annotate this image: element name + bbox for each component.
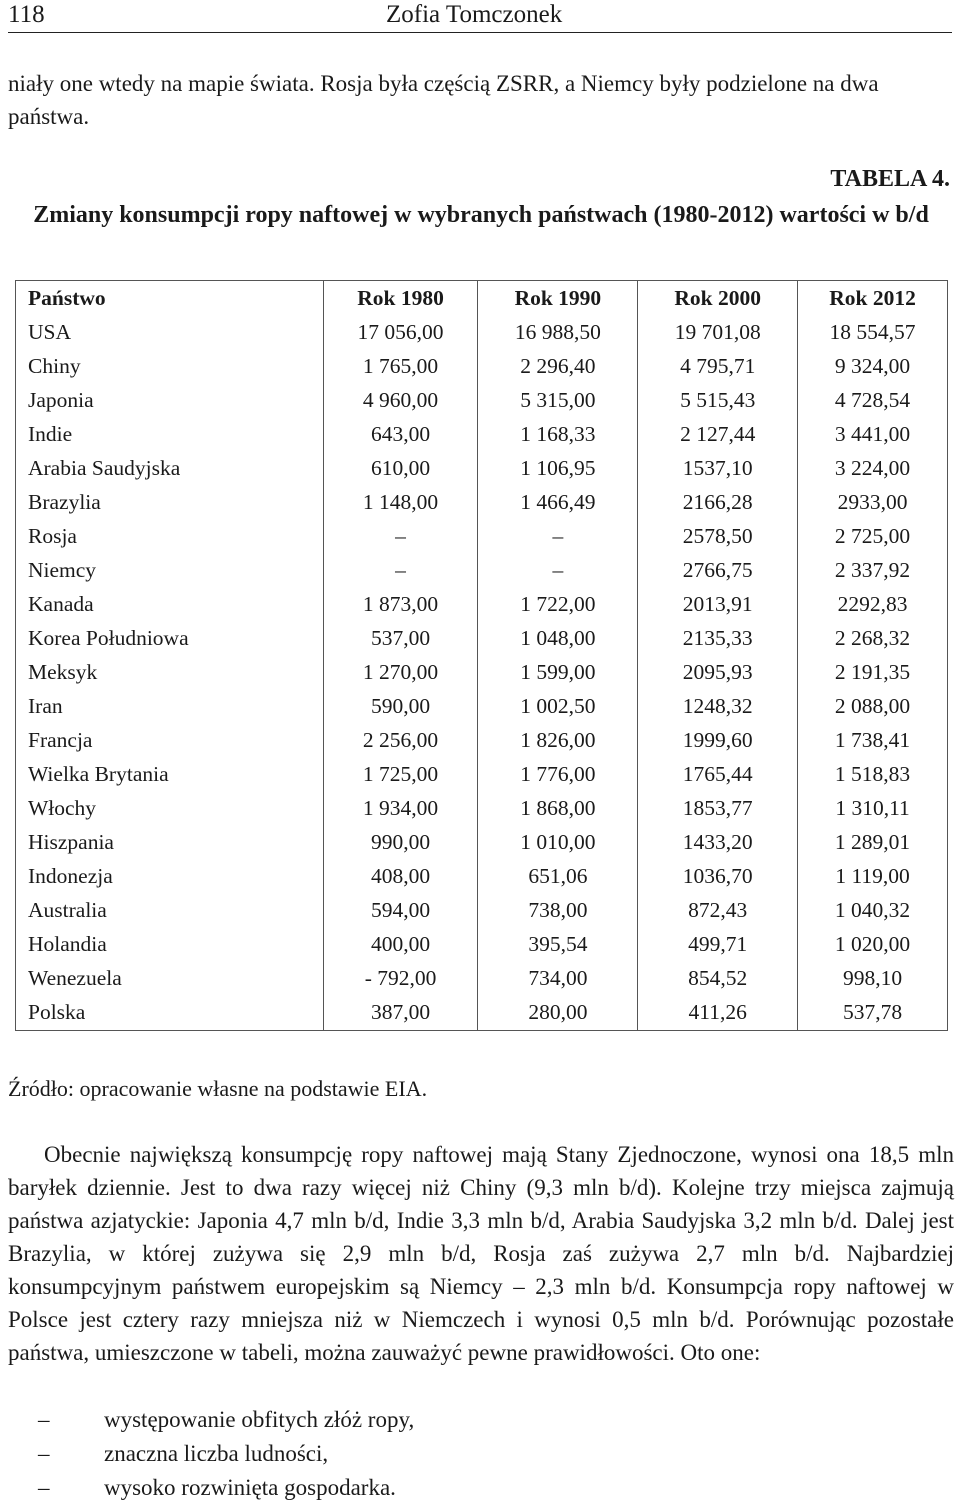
bullet-list xyxy=(8,1403,954,1505)
table-caption: Zmiany konsumpcji ropy naftowej w wybranych państwach (1980-2012) wartości w b/d xyxy=(33,202,929,228)
value-cell: 2166,28 xyxy=(638,486,798,520)
value-cell: – xyxy=(478,520,638,554)
value-cell: 1537,10 xyxy=(638,452,798,486)
table-row xyxy=(16,894,948,928)
value-cell: 5 315,00 xyxy=(478,384,638,418)
value-cell: 408,00 xyxy=(323,860,478,894)
value-cell: 19 701,08 xyxy=(638,316,798,350)
value-cell: 734,00 xyxy=(478,962,638,996)
value-cell: 17 056,00 xyxy=(323,316,478,350)
value-cell: 1248,32 xyxy=(638,690,798,724)
value-cell: 2095,93 xyxy=(638,656,798,690)
value-cell: 2 268,32 xyxy=(798,622,948,656)
value-cell: 2 296,40 xyxy=(478,350,638,384)
value-cell: 1 776,00 xyxy=(478,758,638,792)
value-cell: - 792,00 xyxy=(323,962,478,996)
value-cell: 854,52 xyxy=(638,962,798,996)
oil-consumption-table xyxy=(15,280,948,1031)
value-cell: 2 191,35 xyxy=(798,656,948,690)
source-note: Źródło: opracowanie własne na podstawie EIA. xyxy=(8,1076,428,1101)
value-cell: 872,43 xyxy=(638,894,798,928)
value-cell: 2766,75 xyxy=(638,554,798,588)
country-cell: Francja xyxy=(16,724,324,758)
country-cell: Arabia Saudyjska xyxy=(16,452,324,486)
value-cell: 1 722,00 xyxy=(478,588,638,622)
country-cell: Japonia xyxy=(16,384,324,418)
table-row xyxy=(16,554,948,588)
value-cell: 1 868,00 xyxy=(478,792,638,826)
value-cell: 3 224,00 xyxy=(798,452,948,486)
value-cell: 1 148,00 xyxy=(323,486,478,520)
table-row xyxy=(16,826,948,860)
value-cell: 610,00 xyxy=(323,452,478,486)
country-cell: Rosja xyxy=(16,520,324,554)
table-row xyxy=(16,520,948,554)
value-cell: – xyxy=(323,554,478,588)
value-cell: 1 765,00 xyxy=(323,350,478,384)
value-cell: 280,00 xyxy=(478,996,638,1031)
value-cell: – xyxy=(478,554,638,588)
table-header-row xyxy=(16,281,948,317)
value-cell: 1 466,49 xyxy=(478,486,638,520)
bullet-dash: – xyxy=(38,1475,50,1500)
value-cell: 3 441,00 xyxy=(798,418,948,452)
table-row xyxy=(16,996,948,1031)
running-header xyxy=(8,0,952,33)
table-row xyxy=(16,724,948,758)
country-cell: Niemcy xyxy=(16,554,324,588)
country-cell: Holandia xyxy=(16,928,324,962)
value-cell: 1 119,00 xyxy=(798,860,948,894)
value-cell: 651,06 xyxy=(478,860,638,894)
value-cell: 738,00 xyxy=(478,894,638,928)
value-cell: 2933,00 xyxy=(798,486,948,520)
country-cell: Wenezuela xyxy=(16,962,324,996)
value-cell: 1 040,32 xyxy=(798,894,948,928)
value-cell: 537,00 xyxy=(323,622,478,656)
value-cell: 1 168,33 xyxy=(478,418,638,452)
value-cell: 1 310,11 xyxy=(798,792,948,826)
value-cell: 998,10 xyxy=(798,962,948,996)
value-cell: 1036,70 xyxy=(638,860,798,894)
table-row xyxy=(16,384,948,418)
column-header: Rok 2000 xyxy=(638,281,798,317)
value-cell: 1999,60 xyxy=(638,724,798,758)
value-cell: 2 256,00 xyxy=(323,724,478,758)
column-header: Rok 2012 xyxy=(798,281,948,317)
table-row xyxy=(16,622,948,656)
value-cell: 1 934,00 xyxy=(323,792,478,826)
value-cell: 1 106,95 xyxy=(478,452,638,486)
table-row xyxy=(16,928,948,962)
country-cell: Brazylia xyxy=(16,486,324,520)
value-cell: 9 324,00 xyxy=(798,350,948,384)
list-item-text: występowanie obfitych złóż ropy, xyxy=(104,1407,415,1432)
value-cell: 2578,50 xyxy=(638,520,798,554)
table-row xyxy=(16,452,948,486)
column-header: Rok 1990 xyxy=(478,281,638,317)
value-cell: 1 518,83 xyxy=(798,758,948,792)
value-cell: 1 599,00 xyxy=(478,656,638,690)
country-cell: Włochy xyxy=(16,792,324,826)
value-cell: 1 826,00 xyxy=(478,724,638,758)
list-item xyxy=(8,1403,954,1437)
value-cell: 387,00 xyxy=(323,996,478,1031)
country-cell: USA xyxy=(16,316,324,350)
country-cell: Indie xyxy=(16,418,324,452)
value-cell: 990,00 xyxy=(323,826,478,860)
value-cell: 1 002,50 xyxy=(478,690,638,724)
value-cell: 411,26 xyxy=(638,996,798,1031)
country-cell: Iran xyxy=(16,690,324,724)
running-title: Zofia Tomczonek xyxy=(386,1,563,28)
value-cell: 1 873,00 xyxy=(323,588,478,622)
bullet-dash: – xyxy=(38,1407,50,1432)
table-row xyxy=(16,758,948,792)
table-row xyxy=(16,486,948,520)
country-cell: Hiszpania xyxy=(16,826,324,860)
country-cell: Meksyk xyxy=(16,656,324,690)
table-body xyxy=(16,316,948,1031)
table-row xyxy=(16,690,948,724)
value-cell: 2 725,00 xyxy=(798,520,948,554)
table-number: TABELA 4. xyxy=(830,166,950,192)
value-cell: 4 795,71 xyxy=(638,350,798,384)
country-cell: Polska xyxy=(16,996,324,1031)
value-cell: 2292,83 xyxy=(798,588,948,622)
value-cell: 400,00 xyxy=(323,928,478,962)
table-row xyxy=(16,860,948,894)
country-cell: Australia xyxy=(16,894,324,928)
column-header: Państwo xyxy=(16,281,324,317)
table-row xyxy=(16,350,948,384)
value-cell: 2 127,44 xyxy=(638,418,798,452)
value-cell: 2135,33 xyxy=(638,622,798,656)
value-cell: 1 020,00 xyxy=(798,928,948,962)
intro-paragraph: niały one wtedy na mapie świata. Rosja była częścią ZSRR, a Niemcy były podzielone na dwa państwa. xyxy=(8,71,879,129)
country-cell: Korea Południowa xyxy=(16,622,324,656)
list-item-text: znaczna liczba ludności, xyxy=(104,1441,329,1466)
value-cell: 2 088,00 xyxy=(798,690,948,724)
value-cell: 643,00 xyxy=(323,418,478,452)
country-cell: Kanada xyxy=(16,588,324,622)
table-row xyxy=(16,792,948,826)
country-cell: Chiny xyxy=(16,350,324,384)
value-cell: 1765,44 xyxy=(638,758,798,792)
bullet-dash: – xyxy=(38,1441,50,1466)
list-item xyxy=(8,1471,954,1505)
country-cell: Indonezja xyxy=(16,860,324,894)
value-cell: 1 289,01 xyxy=(798,826,948,860)
value-cell: – xyxy=(323,520,478,554)
table-row xyxy=(16,588,948,622)
value-cell: 1 270,00 xyxy=(323,656,478,690)
value-cell: 594,00 xyxy=(323,894,478,928)
table-row xyxy=(16,656,948,690)
value-cell: 5 515,43 xyxy=(638,384,798,418)
value-cell: 1 725,00 xyxy=(323,758,478,792)
body-paragraph: Obecnie największą konsumpcję ropy naftowej mają Stany Zjednoczone, wynosi ona 18,5 mln baryłek dziennie. Jest to dwa razy więcej niż Chiny (9,3 mln b/d). Kolejne trzy miejsca zajmują państwa azjatyckie: Japonia 4,7 mln b/d, Indie 3,3 mln b/d, Arabia Saudyjska 3,2 mln b/d. Dalej jest Brazylia, w której zużywa się 2,9 mln b/d, Rosja zaś zużywa 2,7 mln b/d. Najbardziej konsumpcyjnym państwem europejskim są Niemcy – 2,3 mln b/d. Konsumpcja ropy naftowej w Polsce jest cztery razy mniejsza niż w Niemczech i wynosi 0,5 mln b/d. Porównując pozostałe państwa, umieszczone w tabeli, można zauważyć pewne prawidłowości. Oto one: xyxy=(8,1142,954,1365)
value-cell: 537,78 xyxy=(798,996,948,1031)
list-item xyxy=(8,1437,954,1471)
value-cell: 1 738,41 xyxy=(798,724,948,758)
value-cell: 4 728,54 xyxy=(798,384,948,418)
list-item-text: wysoko rozwinięta gospodarka. xyxy=(104,1475,396,1500)
value-cell: 16 988,50 xyxy=(478,316,638,350)
table-row xyxy=(16,316,948,350)
table-row xyxy=(16,962,948,996)
value-cell: 2 337,92 xyxy=(798,554,948,588)
value-cell: 499,71 xyxy=(638,928,798,962)
value-cell: 1 048,00 xyxy=(478,622,638,656)
value-cell: 1433,20 xyxy=(638,826,798,860)
page-number: 118 xyxy=(8,1,45,28)
value-cell: 18 554,57 xyxy=(798,316,948,350)
value-cell: 4 960,00 xyxy=(323,384,478,418)
table-row xyxy=(16,418,948,452)
country-cell: Wielka Brytania xyxy=(16,758,324,792)
value-cell: 1853,77 xyxy=(638,792,798,826)
value-cell: 2013,91 xyxy=(638,588,798,622)
value-cell: 395,54 xyxy=(478,928,638,962)
value-cell: 1 010,00 xyxy=(478,826,638,860)
value-cell: 590,00 xyxy=(323,690,478,724)
column-header: Rok 1980 xyxy=(323,281,478,317)
